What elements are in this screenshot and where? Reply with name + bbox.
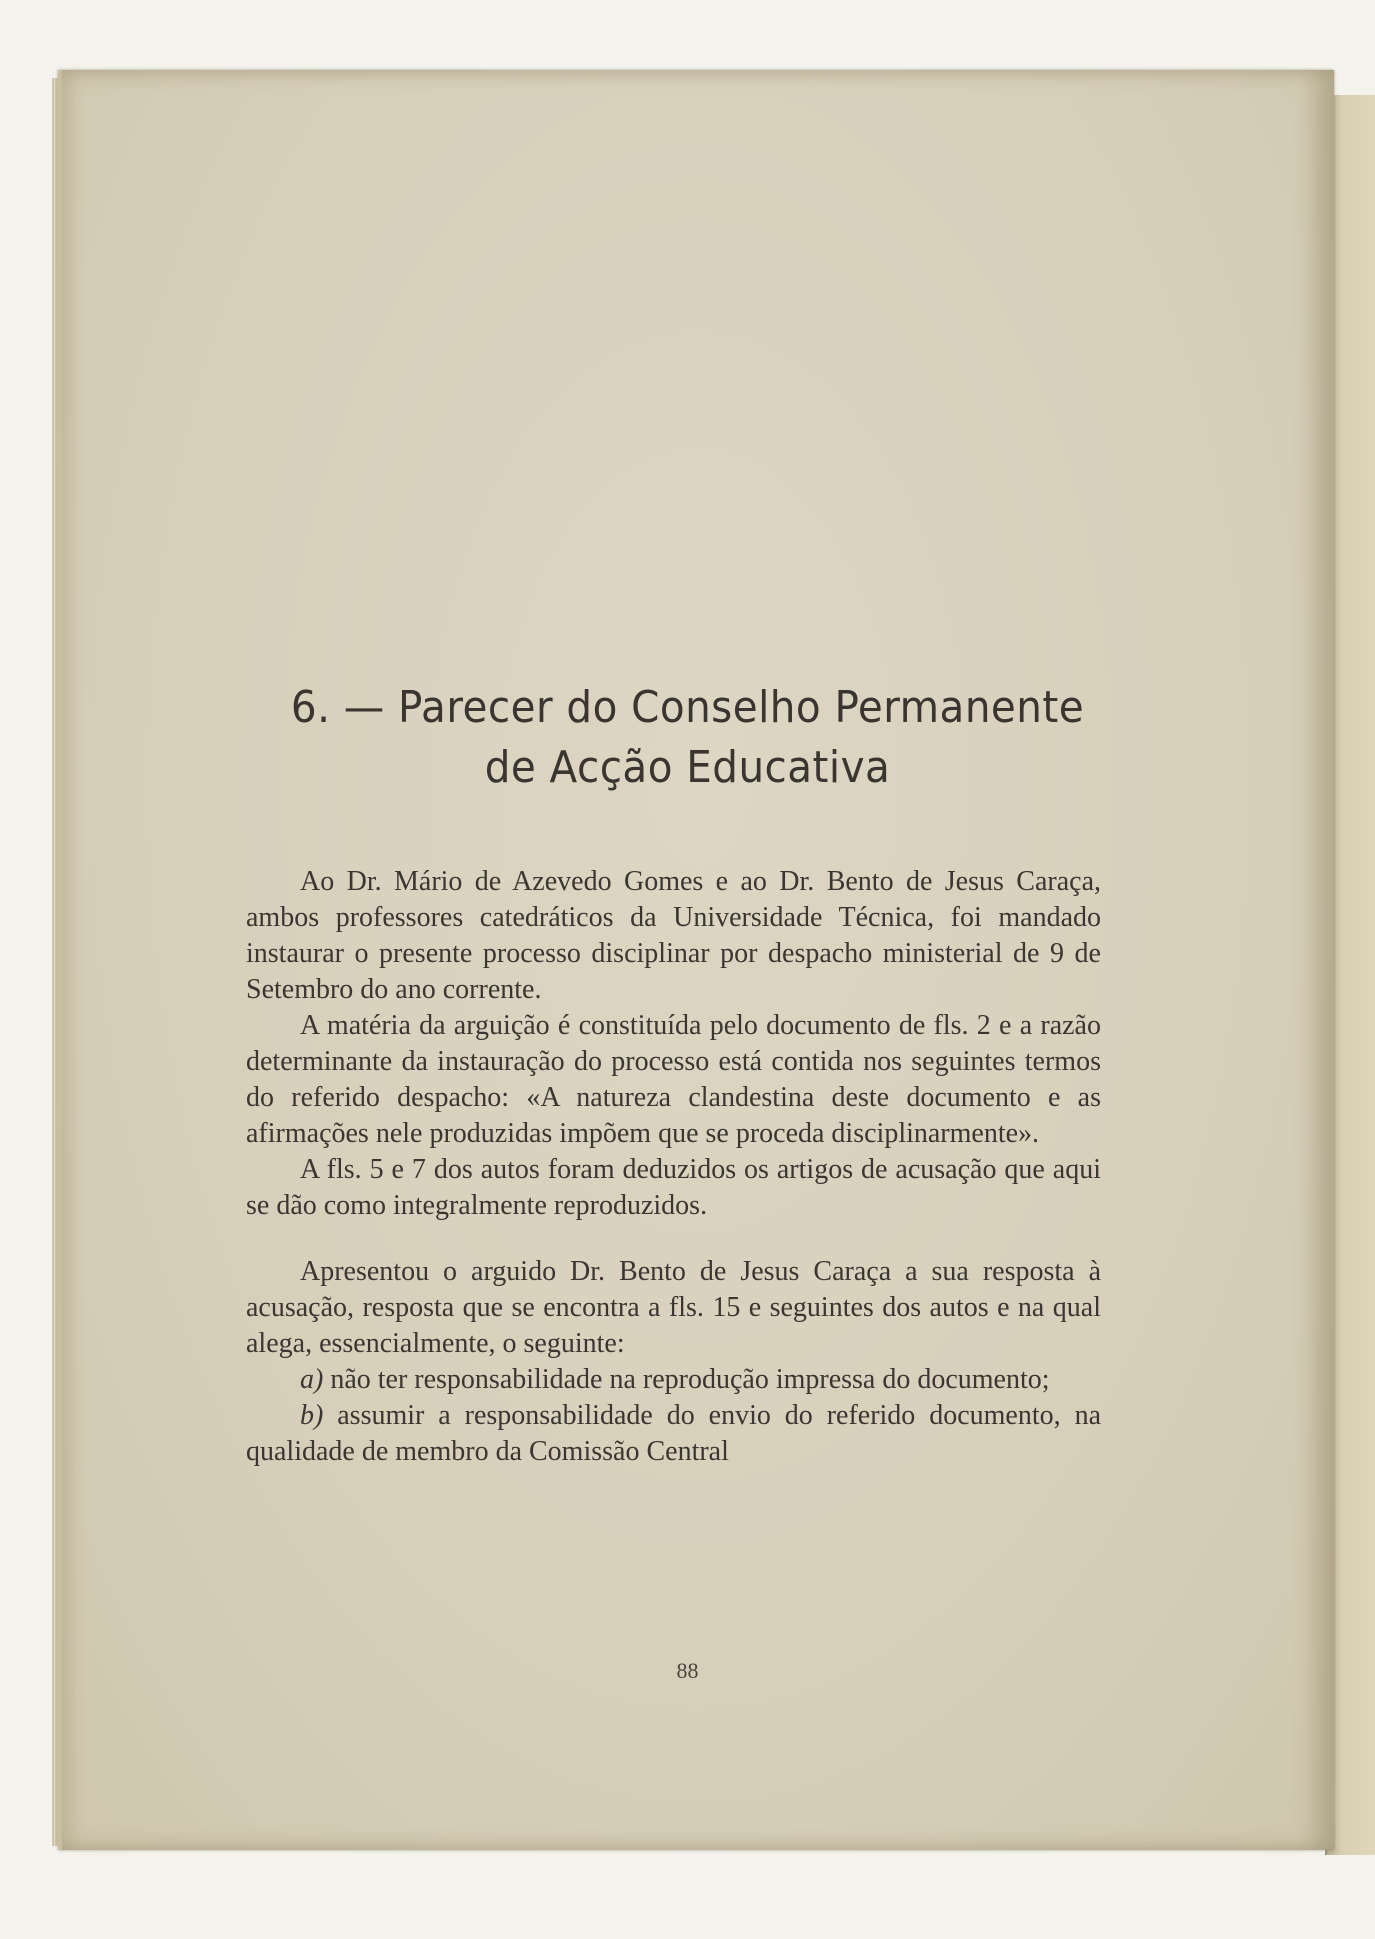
paragraph-4: Apresentou o arguido Dr. Bento de Jesus Caraça a sua resposta à acusação, resposta que se encontra a fls. 15 e seguintes dos autos e na qual alega, essencialmente, o seguinte:	[246, 1256, 1101, 1359]
list-item-b	[246, 1398, 1101, 1470]
list-item-a-letter: a)	[300, 1364, 324, 1395]
body-text	[246, 864, 1101, 1470]
list-item-a	[246, 1362, 1101, 1398]
list-item-b-letter: b)	[300, 1400, 324, 1431]
paragraph-3: A fls. 5 e 7 dos autos foram deduzidos os artigos de acusação que aqui se dão como integralmente reproduzidos.	[246, 1154, 1101, 1221]
paragraph-2: A matéria da arguição é constituída pelo documento de fls. 2 e a razão determinante da instauração do processo está contida nos seguintes termos do referido despacho: «A natureza clandestina deste documento e as afirmações nele produzidas impõem que se proceda disciplinarmente».	[246, 1010, 1101, 1149]
heading-line-1: 6. — Parecer do Conselho Permanente	[290, 682, 1085, 733]
page-number: 88	[676, 1658, 699, 1683]
heading-line-2: de Acção Educativa	[484, 742, 891, 793]
section-heading	[55, 678, 1320, 798]
list-item-b-text: assumir a responsabilidade do envio do referido documento, na qualidade de membro da Comissão Central	[246, 1400, 1101, 1467]
paragraph-1: Ao Dr. Mário de Azevedo Gomes e ao Dr. Bento de Jesus Caraça, ambos professores catedráticos da Universidade Técnica, foi mandado instaurar o presente processo disciplinar por despacho ministerial de 9 de Setembro do ano corrente.	[246, 866, 1101, 1005]
list-item-a-text: não ter responsabilidade na reprodução impressa do documento;	[323, 1364, 1050, 1395]
